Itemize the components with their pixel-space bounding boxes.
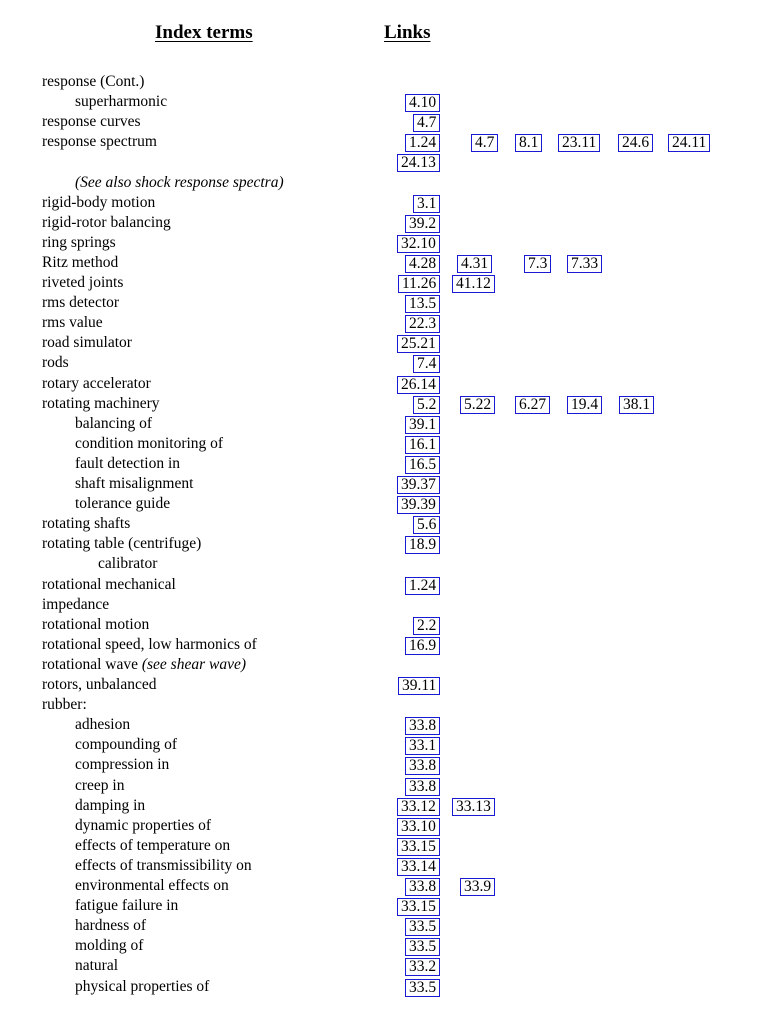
- index-term: [42, 294, 119, 312]
- index-term: [42, 314, 103, 332]
- index-term-label: rotational motion: [42, 615, 150, 633]
- page-link[interactable]: 4.7: [413, 114, 440, 132]
- index-term-label: fault detection in: [75, 454, 181, 472]
- index-term: [42, 395, 160, 413]
- index-term: [98, 555, 157, 573]
- index-term: [42, 535, 201, 553]
- page-link[interactable]: 4.10: [405, 94, 440, 112]
- page-link[interactable]: 13.5: [405, 295, 440, 313]
- index-term: [42, 616, 149, 634]
- page-link[interactable]: 33.5: [405, 938, 440, 956]
- index-term-label: rigid-body motion: [42, 193, 156, 211]
- page-link[interactable]: 33.9: [460, 878, 495, 896]
- index-term-label: physical properties of: [75, 977, 210, 995]
- page-link[interactable]: 19.4: [567, 396, 602, 414]
- index-term-label: riveted joints: [42, 274, 124, 291]
- cross-reference-note: (see shear wave): [141, 655, 247, 673]
- index-term-label: response (Cont.): [42, 73, 145, 90]
- links-heading: Links: [384, 22, 431, 43]
- index-term-label: rotors, unbalanced: [42, 676, 157, 693]
- page-link[interactable]: 33.15: [397, 898, 440, 916]
- index-term: [75, 897, 178, 915]
- page-link[interactable]: 24.11: [668, 134, 710, 152]
- index-term-label: shaft misalignment: [75, 475, 194, 492]
- index-term: [75, 736, 177, 754]
- index-term-label: compression in: [75, 756, 170, 774]
- index-term: [75, 455, 180, 473]
- page-link[interactable]: 39.11: [398, 677, 440, 695]
- page-link[interactable]: 33.8: [405, 717, 440, 735]
- page-link[interactable]: 39.2: [405, 215, 440, 233]
- page-link[interactable]: 3.1: [413, 195, 440, 213]
- index-term-label: hardness of: [75, 917, 147, 935]
- index-term: [75, 877, 229, 895]
- index-term-label: ring springs: [42, 233, 116, 251]
- page-link[interactable]: 7.33: [567, 255, 602, 273]
- page-link[interactable]: 26.14: [397, 376, 440, 394]
- page-link[interactable]: 32.10: [397, 235, 440, 253]
- index-term: [75, 415, 152, 433]
- index-term-label: compounding of: [75, 736, 178, 754]
- index-term: [42, 596, 109, 614]
- page-link[interactable]: 33.8: [405, 878, 440, 896]
- page-link[interactable]: 4.7: [471, 134, 498, 152]
- index-term: [42, 113, 141, 131]
- page-link[interactable]: 5.2: [413, 396, 440, 414]
- index-term-label: rotational speed, low harmonics of: [42, 635, 257, 653]
- index-term-label: rods: [42, 354, 69, 372]
- index-term: [42, 696, 87, 714]
- index-term-label: adhesion: [75, 716, 131, 734]
- page-link[interactable]: 41.12: [452, 275, 495, 293]
- index-term: [42, 636, 257, 654]
- index-term-label: condition monitoring of: [75, 434, 224, 452]
- index-term: [75, 857, 252, 875]
- index-term: [75, 937, 143, 955]
- page-link[interactable]: 25.21: [397, 335, 440, 353]
- page-link[interactable]: 39.1: [405, 416, 440, 434]
- page-link[interactable]: 18.9: [405, 536, 440, 554]
- page-link[interactable]: 33.8: [405, 757, 440, 775]
- index-term: [42, 214, 171, 232]
- page-link[interactable]: 11.26: [398, 275, 440, 293]
- index-term: [75, 978, 209, 996]
- index-term: [75, 716, 130, 734]
- index-term-label: damping in: [75, 796, 146, 814]
- index-term-label: superharmonic: [75, 93, 168, 111]
- index-term-label: Ritz method: [42, 253, 119, 271]
- page-link[interactable]: 39.37: [397, 476, 440, 494]
- index-term-label: rotating shafts: [42, 515, 131, 533]
- page-link[interactable]: 33.10: [397, 818, 440, 836]
- index-term-label: (See also shock response spectra): [75, 173, 284, 191]
- page-link[interactable]: 33.8: [405, 778, 440, 796]
- index-term: [42, 354, 69, 372]
- index-term: [42, 73, 144, 91]
- page-link[interactable]: 24.13: [397, 154, 440, 172]
- index-term-label: rotational mechanical: [42, 575, 176, 593]
- index-term-label: road simulator: [42, 334, 132, 352]
- index-term-label: rotating machinery: [42, 394, 160, 412]
- index-term-label: dynamic properties of: [75, 816, 212, 834]
- index-term: [75, 435, 223, 453]
- page-link[interactable]: 33.5: [405, 918, 440, 936]
- page-link[interactable]: 16.5: [405, 456, 440, 474]
- index-term-label: fatigue failure in: [75, 897, 179, 915]
- page-link[interactable]: 33.2: [405, 958, 440, 976]
- page-link[interactable]: 38.1: [619, 396, 654, 414]
- index-term: [75, 174, 284, 192]
- index-term-label: rotating table (centrifuge): [42, 535, 202, 553]
- page-link[interactable]: 33.14: [397, 858, 440, 876]
- index-term: [75, 777, 124, 795]
- index-term: [75, 475, 193, 493]
- index-term: [42, 334, 132, 352]
- page-link[interactable]: 5.22: [460, 396, 495, 414]
- page-link[interactable]: 22.3: [405, 315, 440, 333]
- index-terms-heading: Index terms: [155, 22, 253, 43]
- index-term-label: natural: [75, 957, 119, 975]
- page-link[interactable]: 33.13: [452, 798, 495, 816]
- page-link[interactable]: 16.9: [405, 637, 440, 655]
- index-term-label: molding of: [75, 937, 144, 955]
- index-term: [75, 93, 167, 111]
- page-link[interactable]: 2.2: [413, 617, 440, 635]
- page-link[interactable]: 33.12: [397, 798, 440, 816]
- index-term: [75, 837, 230, 855]
- page-link[interactable]: 1.24: [405, 577, 440, 595]
- index-term: [42, 133, 157, 151]
- page-link[interactable]: 7.3: [524, 255, 551, 273]
- page-link[interactable]: 6.27: [515, 396, 550, 414]
- page-link[interactable]: 5.6: [413, 516, 440, 534]
- index-term: [75, 756, 169, 774]
- index-term: [42, 194, 155, 212]
- index-term-label: impedance: [42, 595, 110, 613]
- page-link[interactable]: 33.1: [405, 737, 440, 755]
- page-link[interactable]: 4.31: [457, 255, 492, 273]
- index-term: [75, 817, 211, 835]
- page-link[interactable]: 7.4: [413, 355, 440, 373]
- index-term-label: balancing of: [75, 414, 153, 432]
- page-link[interactable]: 16.1: [405, 436, 440, 454]
- index-term: [42, 274, 123, 292]
- index-term-label: calibrator: [98, 555, 158, 573]
- index-term: [75, 797, 145, 815]
- index-term-label: rms value: [42, 314, 103, 332]
- index-term-label: creep in: [75, 776, 125, 794]
- index-term-label: rigid-rotor balancing: [42, 213, 171, 231]
- page-link[interactable]: 4.28: [405, 255, 440, 273]
- index-term-label: tolerance guide: [75, 495, 171, 513]
- page-link[interactable]: 8.1: [515, 134, 542, 152]
- index-term: [42, 576, 176, 594]
- index-term: [75, 917, 146, 935]
- index-term: [42, 515, 130, 533]
- index-term-label: rubber:: [42, 696, 87, 714]
- page-link[interactable]: 24.6: [618, 134, 653, 152]
- index-term: [42, 375, 151, 393]
- index-term-label: response curves: [42, 113, 141, 131]
- index-term-label: effects of temperature on: [75, 836, 231, 854]
- index-term-label: environmental effects on: [75, 877, 229, 894]
- index-term-label: effects of transmissibility on: [75, 856, 252, 874]
- page-link[interactable]: 39.39: [397, 496, 440, 514]
- page-link[interactable]: 23.11: [558, 134, 600, 152]
- index-term: [42, 234, 116, 252]
- index-term-label: response spectrum: [42, 133, 157, 151]
- page-link[interactable]: 33.5: [405, 979, 440, 997]
- index-term: [42, 676, 157, 694]
- index-term: [42, 656, 246, 674]
- index-term: [75, 495, 170, 513]
- index-term: [42, 254, 118, 272]
- page-link[interactable]: 33.15: [397, 838, 440, 856]
- index-term-label: rms detector: [42, 294, 120, 312]
- index-term: [75, 957, 118, 975]
- index-term-label: rotary accelerator: [42, 374, 151, 392]
- index-term-label: rotational wave: [42, 655, 138, 673]
- page-link[interactable]: 1.24: [405, 134, 440, 152]
